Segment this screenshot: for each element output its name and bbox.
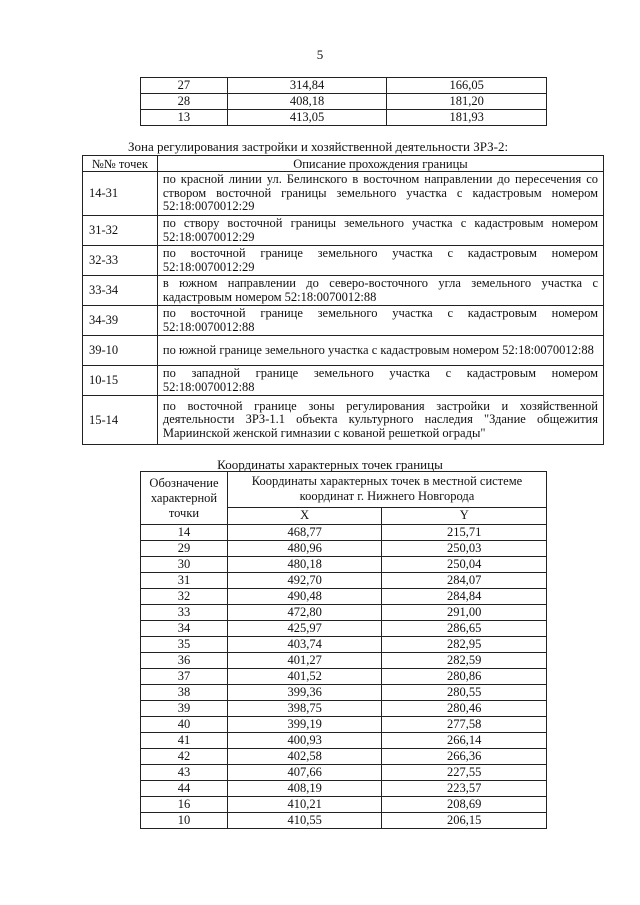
cell-point: 37: [141, 669, 228, 685]
cell-y: 181,93: [387, 110, 547, 126]
cell-x: 407,66: [227, 765, 382, 781]
cell-point: 33: [141, 605, 228, 621]
cell-x: 468,77: [227, 525, 382, 541]
top-table-row: [141, 94, 547, 110]
cell-y: 227,55: [382, 765, 547, 781]
cell-point: 44: [141, 781, 228, 797]
zone-points: 31-32: [83, 216, 158, 246]
coords-table-row: [141, 573, 547, 589]
coords-title: Координаты характерных точек границы: [217, 457, 443, 472]
zone-points: 32-33: [83, 246, 158, 276]
cell-y: 266,14: [382, 733, 547, 749]
cell-y: 266,36: [382, 749, 547, 765]
zone-table-row: [83, 216, 604, 246]
zone-header-description: Описание прохождения границы: [157, 156, 603, 172]
cell-x: 398,75: [227, 701, 382, 717]
cell-x: 408,18: [227, 94, 387, 110]
cell-point: 27: [141, 78, 228, 94]
cell-x: 408,19: [227, 781, 382, 797]
cell-x: 480,18: [227, 557, 382, 573]
zone-table-header-row: [83, 156, 604, 172]
cell-x: 472,80: [227, 605, 382, 621]
cell-x: 314,84: [227, 78, 387, 94]
coords-table-row: [141, 749, 547, 765]
cell-y: 206,15: [382, 813, 547, 829]
coords-table: [140, 471, 547, 829]
coords-table-row: [141, 557, 547, 573]
cell-point: 13: [141, 110, 228, 126]
cell-y: 291,00: [382, 605, 547, 621]
cell-point: 31: [141, 573, 228, 589]
cell-point: 36: [141, 653, 228, 669]
cell-y: 208,69: [382, 797, 547, 813]
zone-points: 34-39: [83, 306, 158, 336]
coords-header-x: X: [227, 507, 382, 524]
cell-x: 490,48: [227, 589, 382, 605]
zone-table-row: [83, 336, 604, 366]
cell-y: 280,46: [382, 701, 547, 717]
zone-description: по красной линии ул. Белинского в восточном направлении до пересечения со створом восточной границы земельного участка с кадастровым номером 52:18:0070012:29: [157, 172, 603, 216]
zone-header-points: №№ точек: [83, 156, 158, 172]
cell-y: 284,07: [382, 573, 547, 589]
top-table-row: [141, 78, 547, 94]
coords-table-row: [141, 765, 547, 781]
coords-table-row: [141, 813, 547, 829]
top-coordinates-table: [140, 77, 547, 126]
coords-table-row: [141, 653, 547, 669]
cell-point: 35: [141, 637, 228, 653]
cell-x: 410,55: [227, 813, 382, 829]
zone-points: 14-31: [83, 172, 158, 216]
zone-description: по восточной границе зоны регулирования застройки и хозяйственной деятельности ЗРЗ-1.1 объекта культурного наследия "Здание общежития Мариинской женской гимназии с кованой решеткой ограды": [157, 396, 603, 445]
zone-description: в южном направлении до северо-восточного угла земельного участка с кадастровым номером 52:18:0070012:88: [157, 276, 603, 306]
cell-y: 284,84: [382, 589, 547, 605]
cell-y: 166,05: [387, 78, 547, 94]
cell-x: 425,97: [227, 621, 382, 637]
cell-y: 282,59: [382, 653, 547, 669]
page-number: 5: [316, 47, 324, 62]
zone-table-row: [83, 276, 604, 306]
cell-point: 34: [141, 621, 228, 637]
zone-table-row: [83, 246, 604, 276]
coords-table-row: [141, 589, 547, 605]
zone-points: 15-14: [83, 396, 158, 445]
cell-point: 29: [141, 541, 228, 557]
cell-point: 16: [141, 797, 228, 813]
coords-header-point: Обозначение характерной точки: [141, 472, 228, 525]
coords-header-y: Y: [382, 507, 547, 524]
zone-description: по западной границе земельного участка с кадастровым номером 52:18:0070012:88: [157, 366, 603, 396]
coords-table-row: [141, 797, 547, 813]
zone-title: Зона регулирования застройки и хозяйственной деятельности ЗРЗ-2:: [128, 139, 509, 154]
cell-y: 286,65: [382, 621, 547, 637]
cell-x: 401,27: [227, 653, 382, 669]
coords-header-row: [141, 472, 547, 508]
cell-x: 401,52: [227, 669, 382, 685]
top-table-row: [141, 110, 547, 126]
zone-description: по южной границе земельного участка с кадастровым номером 52:18:0070012:88: [157, 336, 603, 366]
zone-description: по восточной границе земельного участка с кадастровым номером 52:18:0070012:29: [157, 246, 603, 276]
zone-table-row: [83, 172, 604, 216]
cell-y: 250,03: [382, 541, 547, 557]
cell-point: 38: [141, 685, 228, 701]
zone-boundary-table: [82, 155, 604, 445]
zone-table-row: [83, 306, 604, 336]
zone-points: 33-34: [83, 276, 158, 306]
cell-y: 250,04: [382, 557, 547, 573]
cell-y: 215,71: [382, 525, 547, 541]
coords-table-row: [141, 669, 547, 685]
zone-description: по восточной границе земельного участка с кадастровым номером 52:18:0070012:88: [157, 306, 603, 336]
coords-header-main: Координаты характерных точек в местной системе координат г. Нижнего Новгорода: [227, 472, 546, 508]
cell-y: 280,55: [382, 685, 547, 701]
cell-y: 223,57: [382, 781, 547, 797]
coords-table-row: [141, 685, 547, 701]
coords-table-row: [141, 621, 547, 637]
coords-table-row: [141, 637, 547, 653]
cell-x: 399,36: [227, 685, 382, 701]
zone-table-row: [83, 396, 604, 445]
coords-table-row: [141, 701, 547, 717]
cell-point: 41: [141, 733, 228, 749]
cell-y: 277,58: [382, 717, 547, 733]
cell-x: 402,58: [227, 749, 382, 765]
cell-x: 400,93: [227, 733, 382, 749]
coords-table-row: [141, 541, 547, 557]
cell-point: 14: [141, 525, 228, 541]
zone-points: 39-10: [83, 336, 158, 366]
cell-point: 42: [141, 749, 228, 765]
cell-x: 403,74: [227, 637, 382, 653]
cell-point: 40: [141, 717, 228, 733]
zone-description: по створу восточной границы земельного участка с кадастровым номером 52:18:0070012:29: [157, 216, 603, 246]
cell-point: 10: [141, 813, 228, 829]
zone-table-row: [83, 366, 604, 396]
cell-point: 39: [141, 701, 228, 717]
coords-table-row: [141, 605, 547, 621]
cell-point: 30: [141, 557, 228, 573]
coords-table-row: [141, 781, 547, 797]
cell-x: 413,05: [227, 110, 387, 126]
cell-x: 492,70: [227, 573, 382, 589]
zone-points: 10-15: [83, 366, 158, 396]
cell-x: 399,19: [227, 717, 382, 733]
cell-y: 282,95: [382, 637, 547, 653]
cell-y: 181,20: [387, 94, 547, 110]
cell-point: 28: [141, 94, 228, 110]
cell-x: 480,96: [227, 541, 382, 557]
cell-x: 410,21: [227, 797, 382, 813]
coords-table-row: [141, 525, 547, 541]
coords-table-row: [141, 733, 547, 749]
cell-point: 43: [141, 765, 228, 781]
coords-table-row: [141, 717, 547, 733]
cell-y: 280,86: [382, 669, 547, 685]
cell-point: 32: [141, 589, 228, 605]
